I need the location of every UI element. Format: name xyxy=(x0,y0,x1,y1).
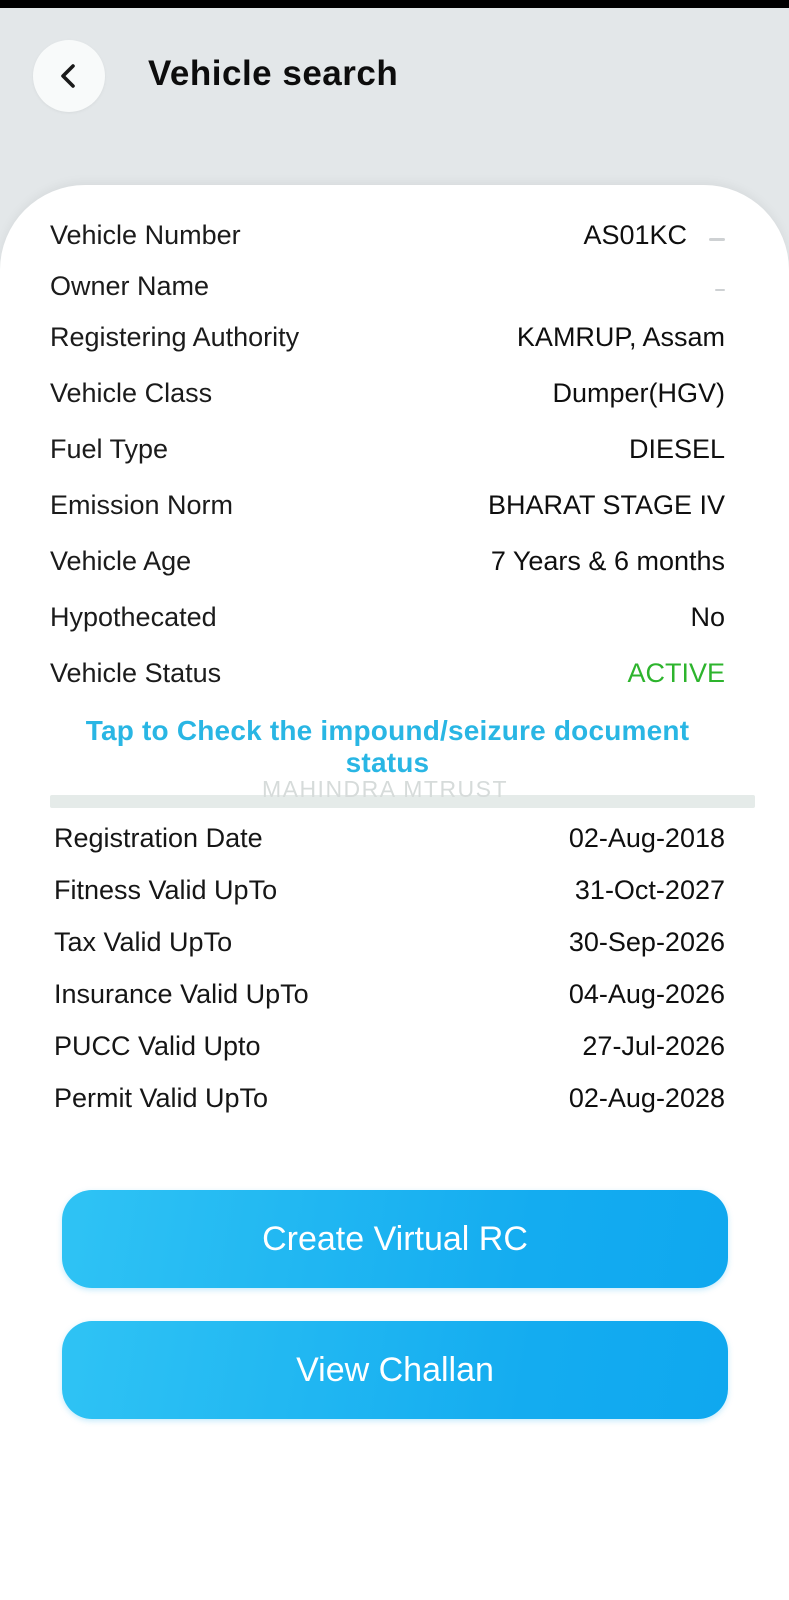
impound-seizure-link[interactable]: Tap to Check the impound/seizure document status xyxy=(85,715,690,778)
validity-row-tax xyxy=(50,916,725,968)
detail-row-emission-norm xyxy=(50,477,725,533)
vehicle-number-label: Vehicle Number xyxy=(50,219,241,250)
hypothecated-label: Hypothecated xyxy=(50,601,217,632)
pucc-valid-value: 27-Jul-2026 xyxy=(582,1030,725,1061)
pucc-valid-label: PUCC Valid Upto xyxy=(54,1030,261,1061)
registering-authority-value: KAMRUP, Assam xyxy=(516,321,725,352)
detail-row-fuel-type xyxy=(50,421,725,477)
redaction-mark xyxy=(709,238,725,241)
permit-valid-label: Permit Valid UpTo xyxy=(54,1082,269,1113)
detail-row-owner-name xyxy=(50,263,725,309)
vehicle-status-label: Vehicle Status xyxy=(50,657,222,688)
detail-row-vehicle-status xyxy=(50,645,725,701)
section-divider xyxy=(50,795,755,808)
back-button[interactable] xyxy=(33,40,105,112)
detail-row-hypothecated xyxy=(50,589,725,645)
tax-valid-value: 30-Sep-2026 xyxy=(568,926,725,957)
vehicle-age-value: 7 Years & 6 months xyxy=(490,545,725,576)
registration-date-label: Registration Date xyxy=(54,822,263,853)
validity-row-permit xyxy=(50,1072,725,1124)
vehicle-class-label: Vehicle Class xyxy=(50,377,213,408)
detail-row-vehicle-number xyxy=(50,207,725,263)
tax-valid-label: Tax Valid UpTo xyxy=(54,926,233,957)
detail-row-vehicle-age xyxy=(50,533,725,589)
insurance-valid-label: Insurance Valid UpTo xyxy=(54,978,309,1009)
page-title: Vehicle search xyxy=(148,54,399,93)
emission-norm-label: Emission Norm xyxy=(50,489,234,520)
registering-authority-label: Registering Authority xyxy=(50,321,300,352)
validity-row-insurance xyxy=(50,968,725,1020)
registration-date-value: 02-Aug-2018 xyxy=(568,822,725,853)
chevron-left-icon xyxy=(52,59,86,93)
vehicle-number-value: AS01KC xyxy=(583,219,687,250)
fuel-type-value: DIESEL xyxy=(628,433,725,464)
vehicle-class-value: Dumper(HGV) xyxy=(552,377,725,408)
redaction-mark xyxy=(715,289,725,291)
hypothecated-value: No xyxy=(690,601,725,632)
watermark-text: MAHINDRA MTRUST xyxy=(261,776,509,802)
fuel-type-label: Fuel Type xyxy=(50,433,169,464)
detail-row-registering-authority xyxy=(50,309,725,365)
fitness-valid-label: Fitness Valid UpTo xyxy=(54,874,278,905)
vehicle-age-label: Vehicle Age xyxy=(50,545,192,576)
validity-row-registration-date xyxy=(50,812,725,864)
emission-norm-value: BHARAT STAGE IV xyxy=(487,489,725,520)
validity-row-fitness xyxy=(50,864,725,916)
detail-row-vehicle-class xyxy=(50,365,725,421)
fitness-valid-value: 31-Oct-2027 xyxy=(574,874,725,905)
owner-name-label: Owner Name xyxy=(50,270,210,301)
permit-valid-value: 02-Aug-2028 xyxy=(568,1082,725,1113)
insurance-valid-value: 04-Aug-2026 xyxy=(568,978,725,1009)
validity-row-pucc xyxy=(50,1020,725,1072)
status-bar xyxy=(0,0,789,8)
vehicle-status-value: ACTIVE xyxy=(627,657,725,688)
create-virtual-rc-button[interactable]: Create Virtual RC xyxy=(62,1190,728,1288)
vehicle-details-card xyxy=(0,185,789,1600)
view-challan-button[interactable]: View Challan xyxy=(62,1321,728,1419)
